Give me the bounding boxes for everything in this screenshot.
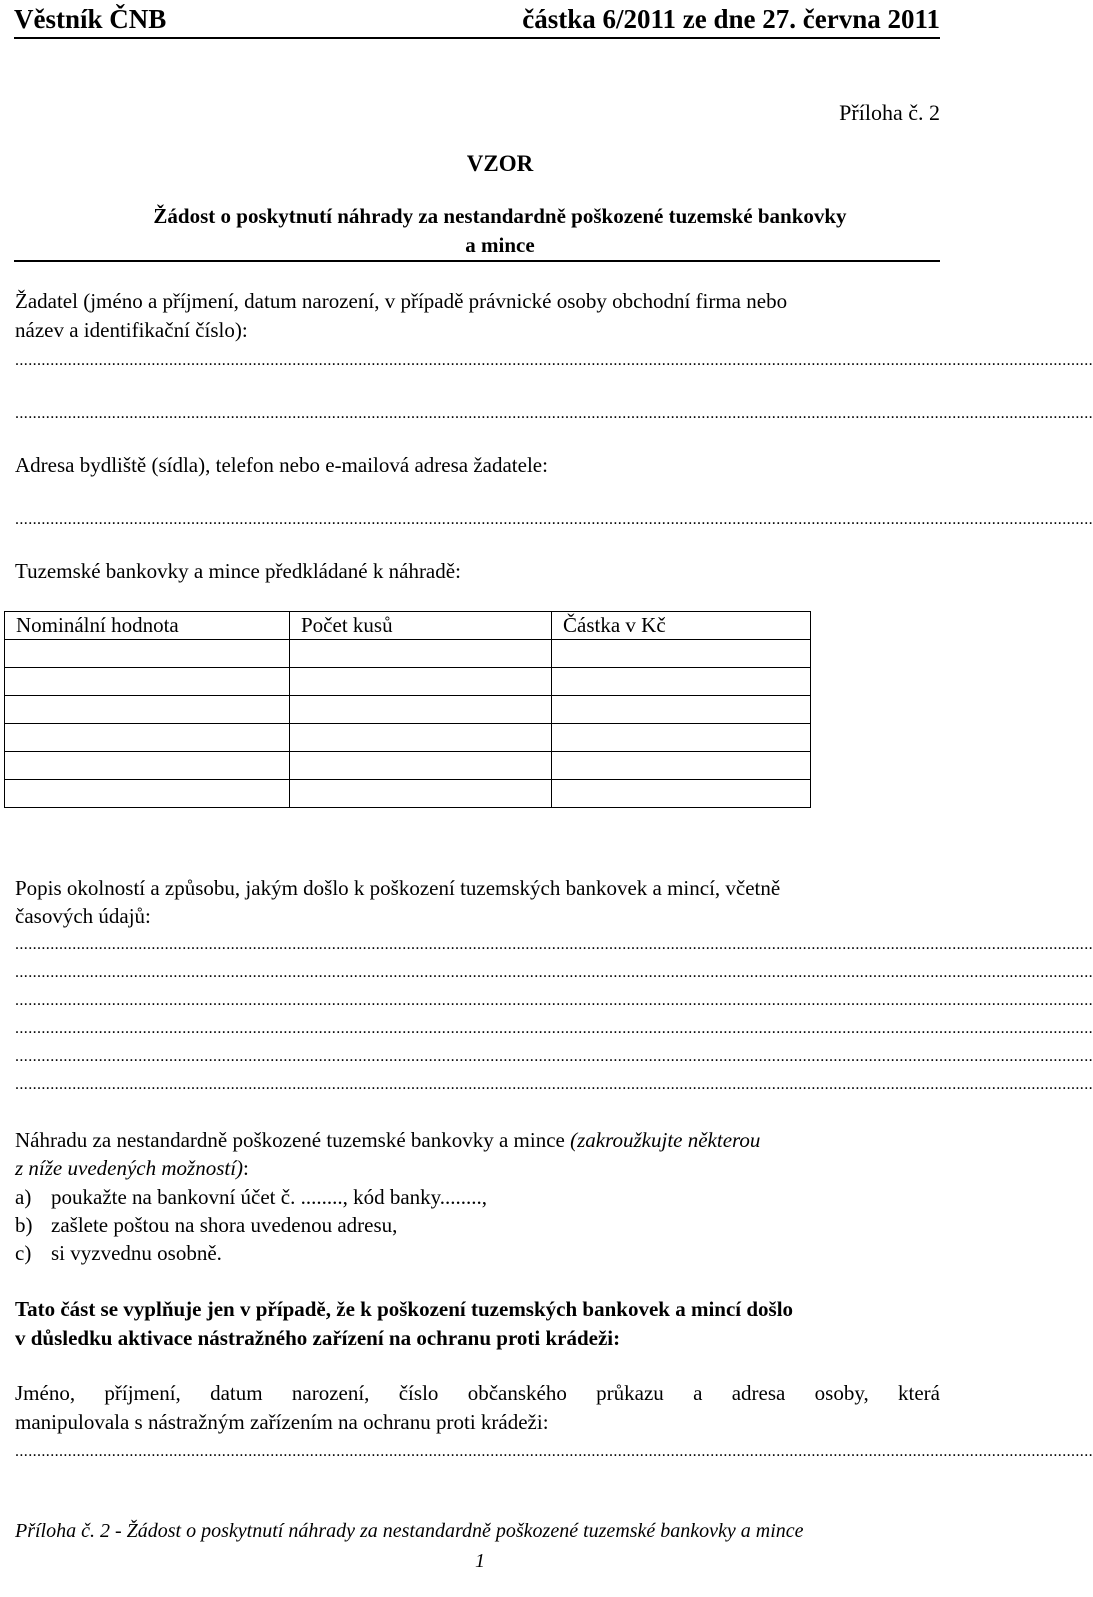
table-cell[interactable] — [552, 668, 811, 696]
banknotes-table — [4, 611, 811, 808]
person-label-line1: Jméno, příjmení, datum narození, číslo občanského průkazu a adresa osoby, která — [15, 1381, 940, 1405]
header-rule — [14, 37, 940, 39]
description-label-line2: časových údajů: — [15, 904, 151, 928]
description-fill-line: ..................................................................................................................................................................................................................................................... — [15, 1020, 1093, 1037]
table-cell[interactable] — [5, 696, 290, 724]
option-a[interactable] — [15, 1183, 31, 1211]
compensation-colon: : — [243, 1156, 249, 1180]
table-row[interactable] — [5, 724, 811, 752]
table-header-row — [5, 612, 811, 640]
document-title-line2: a mince — [465, 233, 535, 257]
table-row[interactable] — [5, 780, 811, 808]
table-row[interactable] — [5, 640, 811, 668]
address-label: Adresa bydliště (sídla), telefon nebo e-mailová adresa žadatele: — [15, 453, 548, 477]
table-cell[interactable] — [5, 780, 290, 808]
table-cell[interactable] — [290, 696, 552, 724]
description-fill-line: ..................................................................................................................................................................................................................................................... — [15, 1076, 1093, 1093]
table-cell[interactable] — [552, 724, 811, 752]
vzor-heading: VZOR — [466, 151, 534, 176]
table-cell[interactable] — [290, 780, 552, 808]
applicant-fill-line: ..................................................................................................................................................................................................................................................... — [15, 405, 1093, 422]
title-rule — [14, 260, 940, 262]
address-fill-line: ..................................................................................................................................................................................................................................................... — [15, 511, 1093, 528]
document-title-line1: Žádost o poskytnutí náhrady za nestandardně poškozené tuzemské bankovky — [153, 204, 847, 228]
option-c-marker: c) — [15, 1241, 32, 1265]
table-row[interactable] — [5, 668, 811, 696]
compensation-hint: (zakroužkujte některou — [570, 1128, 761, 1152]
table-cell[interactable] — [552, 780, 811, 808]
table-cell[interactable] — [290, 668, 552, 696]
table-cell[interactable] — [5, 752, 290, 780]
option-b-text: zašlete poštou na shora uvedenou adresu, — [51, 1213, 398, 1237]
issue-date: částka 6/2011 ze dne 27. června 2011 — [522, 4, 940, 34]
footer-text: Příloha č. 2 - Žádost o poskytnutí náhrady za nestandardně poškozené tuzemské bankovky a mince — [15, 1520, 804, 1542]
description-fill-line: ..................................................................................................................................................................................................................................................... — [15, 936, 1093, 953]
person-label-line2: manipulovala s nástražným zařízením na ochranu proti krádeži: — [15, 1410, 549, 1434]
page-number: 1 — [475, 1550, 485, 1572]
table-cell[interactable] — [552, 696, 811, 724]
description-label-line1: Popis okolností a způsobu, jakým došlo k poškození tuzemských bankovek a mincí, včetně — [15, 876, 781, 900]
option-a-text: poukažte na bankovní účet č. ........, kód banky........, — [51, 1185, 488, 1209]
appendix-label: Příloha č. 2 — [839, 100, 940, 125]
table-row[interactable] — [5, 752, 811, 780]
compensation-label-line1 — [15, 1126, 760, 1154]
table-cell[interactable] — [290, 752, 552, 780]
compensation-hint-cont: z níže uvedených možností) — [15, 1156, 244, 1180]
applicant-label-line2: název a identifikační číslo): — [15, 318, 248, 342]
table-row[interactable] — [5, 696, 811, 724]
compensation-text: Náhradu za nestandardně poškozené tuzemské bankovky a mince — [15, 1128, 571, 1152]
table-cell[interactable] — [552, 752, 811, 780]
person-fill-line: ..................................................................................................................................................................................................................................................... — [15, 1443, 1093, 1460]
applicant-fill-line: ..................................................................................................................................................................................................................................................... — [15, 352, 1093, 369]
table-cell[interactable] — [5, 668, 290, 696]
table-cell[interactable] — [552, 640, 811, 668]
description-fill-line: ..................................................................................................................................................................................................................................................... — [15, 964, 1093, 981]
description-fill-line: ..................................................................................................................................................................................................................................................... — [15, 1048, 1093, 1065]
theft-device-note-line1: Tato část se vyplňuje jen v případě, že k poškození tuzemských bankovek a mincí došlo — [15, 1297, 794, 1321]
table-cell[interactable] — [5, 640, 290, 668]
option-b[interactable] — [15, 1211, 33, 1239]
table-cell[interactable] — [290, 724, 552, 752]
header-amount: Částka v Kč — [552, 612, 811, 640]
option-c[interactable] — [15, 1239, 31, 1267]
bulletin-name: Věstník ČNB — [14, 4, 167, 34]
items-label: Tuzemské bankovky a mince předkládané k náhradě: — [15, 559, 461, 583]
table-cell[interactable] — [5, 724, 290, 752]
option-a-marker: a) — [15, 1185, 32, 1209]
option-c-text: si vyzvednu osobně. — [51, 1241, 222, 1265]
option-b-marker: b) — [15, 1213, 33, 1237]
header-nominal-value: Nominální hodnota — [5, 612, 290, 640]
theft-device-note-line2: v důsledku aktivace nástražného zařízení na ochranu proti krádeži: — [15, 1326, 621, 1350]
compensation-label-line2 — [15, 1154, 249, 1182]
table-cell[interactable] — [290, 640, 552, 668]
applicant-label-line1: Žadatel (jméno a příjmení, datum narození, v případě právnické osoby obchodní firma nebo — [15, 289, 788, 313]
description-fill-line: ..................................................................................................................................................................................................................................................... — [15, 992, 1093, 1009]
header-count: Počet kusů — [290, 612, 552, 640]
